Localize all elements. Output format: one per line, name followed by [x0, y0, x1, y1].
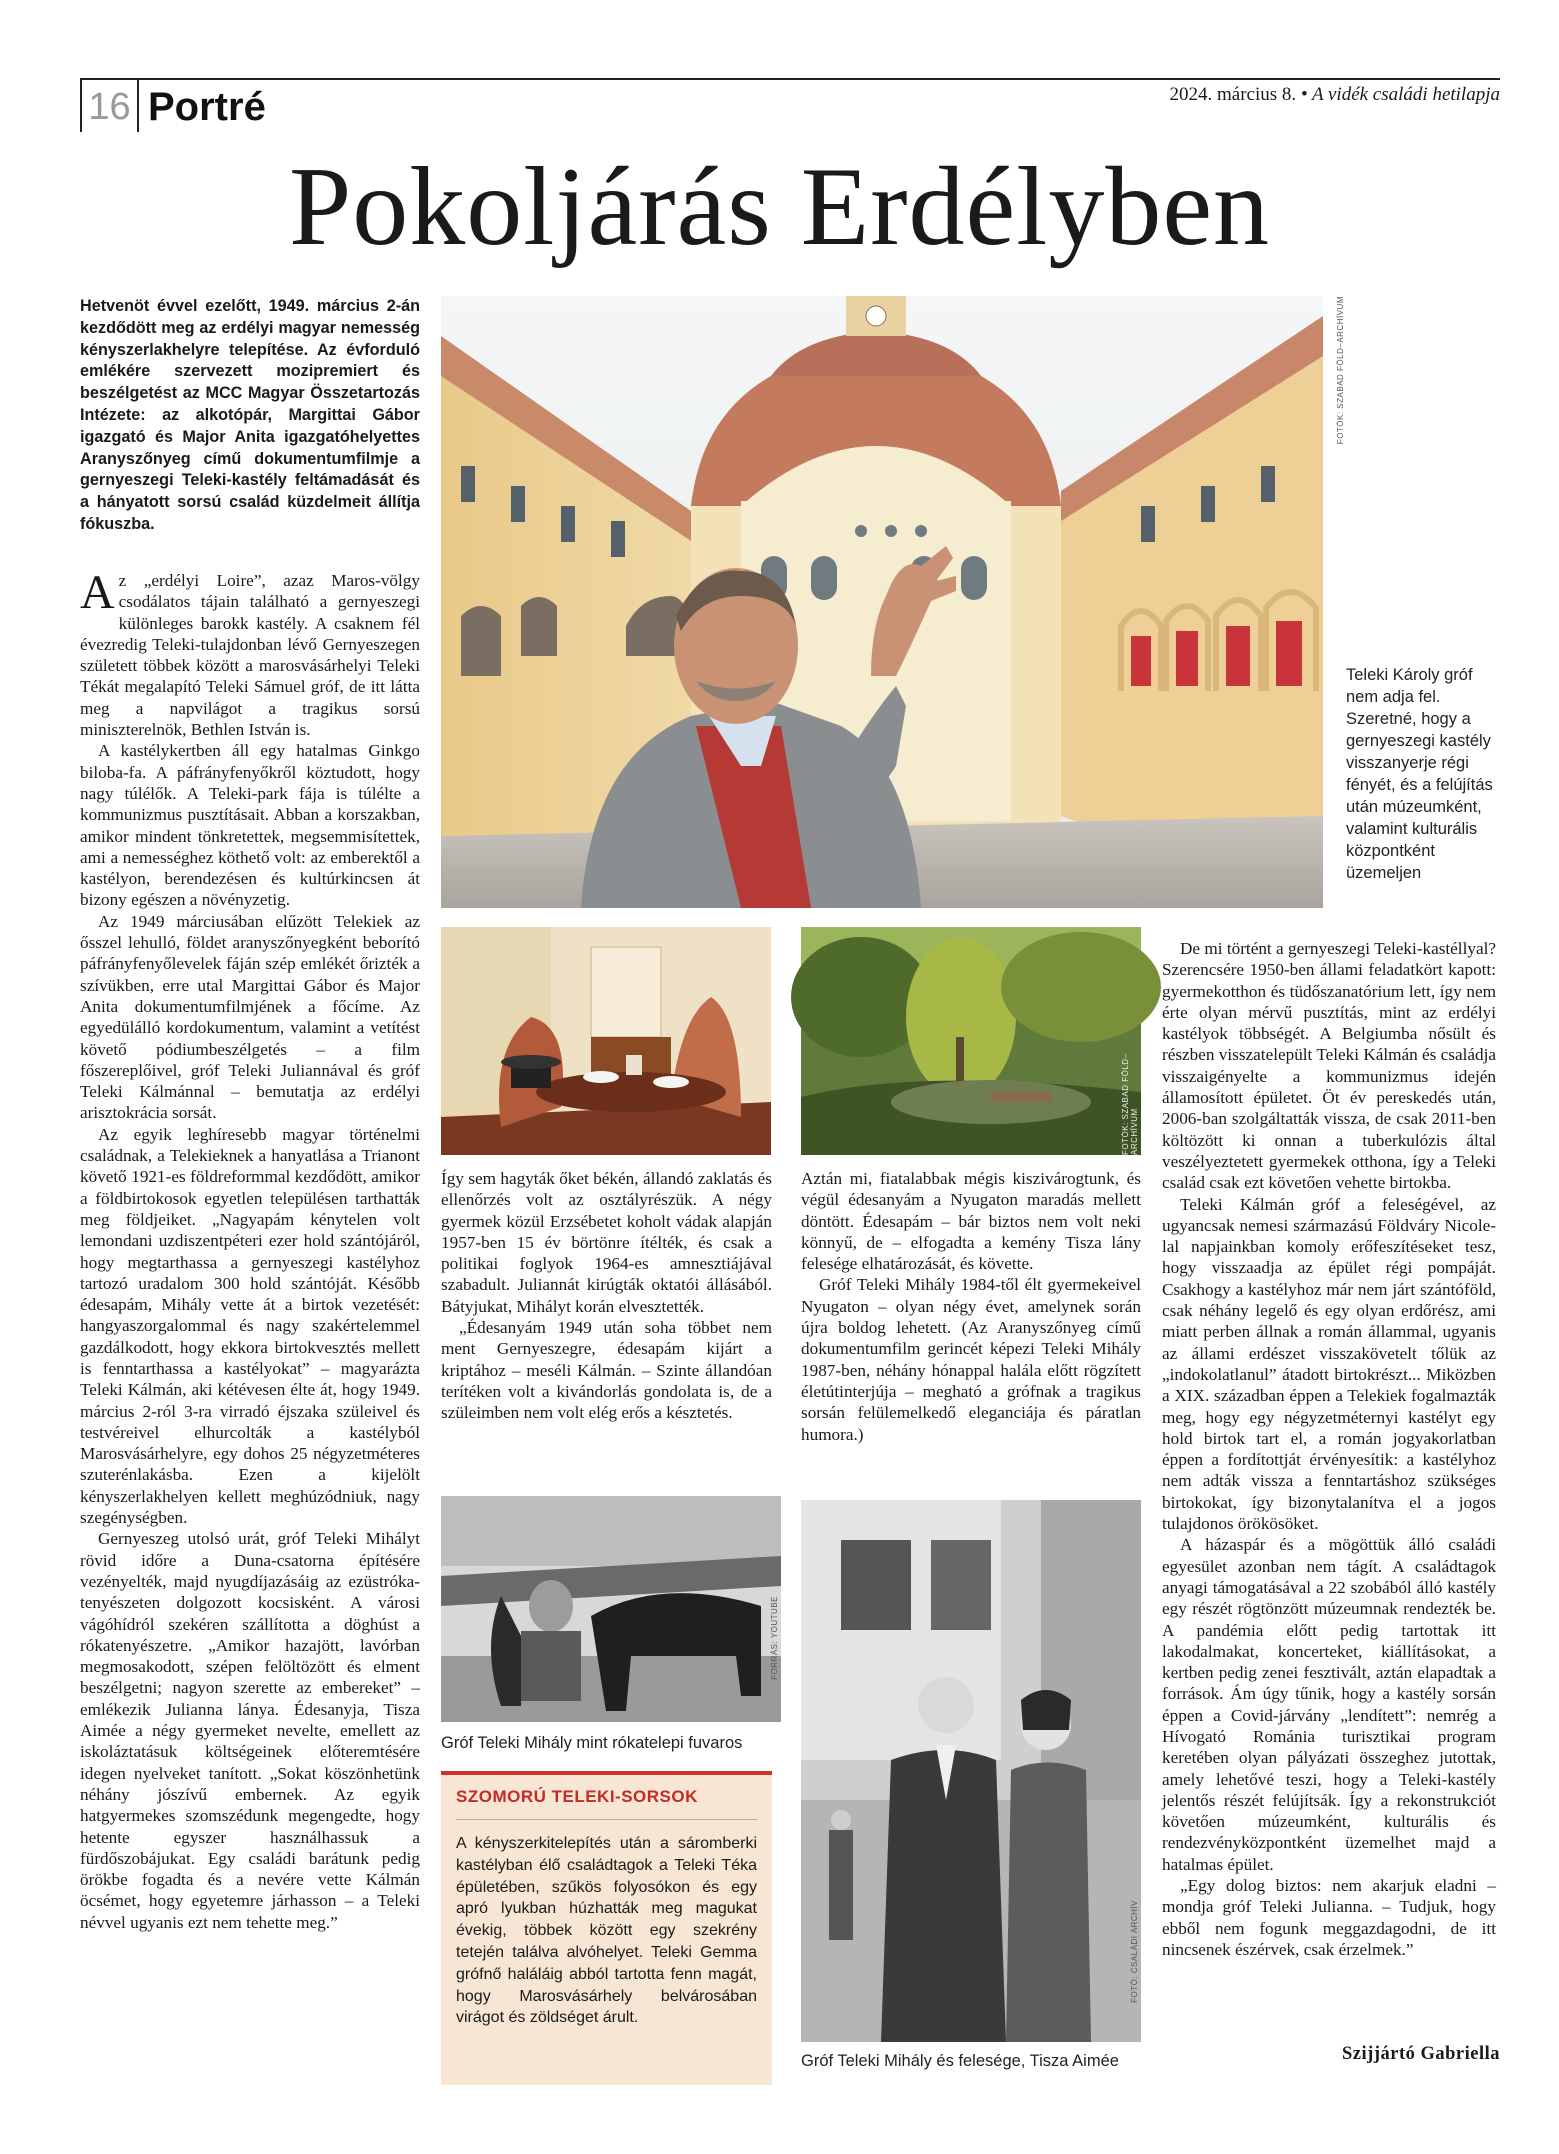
publication-name: A vidék családi hetilapja [1311, 84, 1500, 105]
photo-credit: FORRÁS: YOUTUBE [770, 1596, 779, 1680]
box-title: SZOMORÚ TELEKI-SORSOK [456, 1787, 698, 1806]
paragraph: Így sem hagyták őket békén, állandó zaklatás és ellenőrzés volt az osztályrészük. A négy gyermek közül Erzsébetet koholt vádak alapján 1957-ben 15 év börtönre ítélték, és csak a politikai foglyok 1964-es amnesztiájával szabadult. Juliannát kirúgták oktatói állásából. Bátyjukat, Mihályt korán elvesztették. [441, 1169, 772, 1316]
horse-illustration [441, 1496, 781, 1722]
paragraph: Gróf Teleki Mihály 1984-től élt gyermekeivel Nyugaton – olyan négy évet, amelynek során újra boldog lehetett. (Az Aranyszőnyeg című dokumentumfilm gerincét képezi Teleki Mihály 1987-ben, néhány hónappal halála előtt rögzített életútinterjúja – megható a grófnak a tragikus sorsán felülemelkedő eleganciája és páratlan humora.) [801, 1275, 1141, 1444]
paragraph: Gernyeszeg utolsó urát, gróf Teleki Mihályt rövid időre a Duna-csatorna építésére vezényelték, majd nyugdíjazásáig az ezüstróka-tenyészeten dolgozott kocsisként. A városi vágóhídról szekéren szállította a döghúst a rókatenyészetre. „Amikor hazajött, lavórban megmosakodott, szépen felöltözött és elment beszélgetni; nagyon szerette az embereket” – emlékezik Julianna lánya. Édesanyja, Tisza Aimée a négy gyermeket nevelte, emellett az iskoláztatásuk költségeinek előteremtésére idegen nyelveket tanított. „Sokat köszönhetünk néhány jószívű embernek. Az egyik hatgyermekes szomszédunk megengedte, hogy hetente egyszer használhassuk a fürdőszobájukat. Egy családi barátunk pedig örökbe fogadta és a nevére vette Kálmán öcsémet, hogy egyetemre járhasson – a Teleki névvel ugyanis ezt nem tehette meg.” [80, 1529, 420, 1932]
park-illustration [801, 927, 1141, 1155]
interior-photo [441, 927, 771, 1155]
paragraph: A kastélykertben áll egy hatalmas Ginkgo biloba-fa. A páfrányfenyőkről köztudott, hogy nagy túlélők. A Teleki-park fája is túlélte a kommunizmus pusztításait. Abban a korszakban, amikor mindent tönkretettek, megsemmisítettek, ami a nemességhez köthető volt: az emberektől a kastélyon, berendezésen és kultúrkincsen át bizony egészen a növényzetig. [80, 741, 420, 910]
photo-credit: FOTÓ: CSALÁDI ARCHÍV [1130, 1900, 1139, 2003]
column-4 [1162, 938, 1496, 1960]
paragraph: A házaspár és a mögöttük álló családi egyesület azonban nem tágít. A családtagok anyagi támogatásával a 22 szobából álló kastély egy részét rögtönzött múzeumnak rendezték be. A pandémia előtt pedig tartottak itt lakodalmakat, koncerteket, kiállításokat, a kertben pedig zenei fesztivált, aztán elapadtak a források. Ám úgy tűnik, hogy a kastély sorsán éppen a Covid-járvány „lendített”: nemrég a Hívogató Románia turisztikai program keretében olyan pályázati összeghez jutottak, amely lehetővé teszi, hogy a Teleki-kastély jelentős részét felújítsák. Így a rekonstrukciót követően múzeumként, kulturális és rendezvényközpontként üzemelhet majd a hatalmas épület. [1162, 1535, 1496, 1874]
horse-photo-caption: Gróf Teleki Mihály mint rókatelepi fuvaros [441, 1734, 743, 1752]
couple-photo [801, 1500, 1141, 2042]
paragraph: „Egy dolog biztos: nem akarjuk eladni – mondja gróf Teleki Julianna. – Tudjuk, hogy ebből nem fogunk meggazdagodni, de itt nincsenek észérvek, csak érzelmek.” [1162, 1876, 1496, 1959]
horse-photo [441, 1496, 781, 1722]
paragraph: Aztán mi, fiatalabbak mégis kiszivárogtunk, és végül édesanyám a Nyugaton maradás mellett döntött. Édesapám – bár biztos nem volt neki könnyű, de – elfogadta a kemény Tisza lány felesége elhatározását, és követte. [801, 1169, 1141, 1274]
main-photo [441, 296, 1345, 908]
photo-credit: FOTÓK: SZABAD FÖLD–ARCHÍVUM [1121, 1053, 1139, 1155]
paragraph: Az egyik leghíresebb magyar történelmi családnak, a Telekieknek a hanyatlása a Trianont követő 1921-es földreformmal kezdődött, amikor a földbirtokosok egyetlen településen tarthatták meg földjeiket. „Nagyapám kénytelen volt lemondani uzdiszentpéteri ezer hold szántójáról, hogy megtarthassa a gernyeszegi kastélyhoz tartozó uradalom 300 hold szántóját. Később édesapám, Mihály vette át a birtok vezetését: hangyaszorgalommal és nagy szakértelemmel gazdálkodott, hogy ekkora birtokvesztés mellett is fenntarthassa a kastélyokat” – magyarázta Teleki Kálmán, aki kétévesen élte át, hogy 1949. március 2-ról 3-ra virradó éjszaka szüleivel és testvéreivel elhurcolták a kastélyból Marosvásárhelyre, egy dohos 25 négyzetméteres szuterénlakásba. Ezen a kijelölt kényszerlakhelyen kellett meghúzódniuk, nagy szegénységben. [80, 1124, 420, 1528]
section-title: Portré [148, 85, 266, 129]
paragraph [80, 566, 420, 740]
header-rule [80, 78, 1500, 80]
interior-illustration [441, 927, 771, 1155]
castle-courtyard-illustration [441, 296, 1323, 908]
headline: Pokoljárás Erdélyben [288, 145, 1271, 269]
park-photo [801, 927, 1141, 1155]
author-byline: Szijjártó Gabriella [1342, 2044, 1500, 2064]
column-2 [441, 1168, 772, 1424]
sidebar-box [441, 1771, 772, 2085]
column-1 [80, 566, 420, 1933]
lead-paragraph: Hetvenöt évvel ezelőtt, 1949. március 2-án kezdődött meg az erdélyi magyar nemesség kényszerlakhelyre telepítése. Az évforduló emlékére szervezett mozipremiert és beszélgetést az MCC Magyar Összetartozás Intézete: az alkotópár, Margittai Gábor igazgató és Major Anita igazgatóhelyettes Aranyszőnyeg című dokumentumfilmje a gernyeszegi Teleki-kastély feltámadását és a hányatott sorsú család küzdelmeit állítja fókuszba. [80, 297, 420, 533]
couple-photo-caption: Gróf Teleki Mihály és felesége, Tisza Aimée [801, 2052, 1119, 2070]
issue-date: 2024. március 8. [1169, 84, 1297, 105]
paragraph-text: z „erdélyi Loire”, azaz Maros-völgy csodálatos tájain található a gernyeszegi különleges barokk kastély. A csaknem fél évezredig Teleki-tulajdonban lévő Gernyeszegen született többek között a marosvásárhelyi Teleki Tékát megalapító Teleki Sámuel gróf, de itt látta meg a napvilágot a tragikus sorsú miniszterelnök, Bethlen István is. [80, 571, 420, 740]
main-photo-caption: Teleki Károly gróf nem adja fel. Szeretné, hogy a gernyeszegi kastély visszanyerje régi fényét, és a felújítás után múzeumként, valamint kulturális központként üzemeljen [1346, 666, 1493, 882]
paragraph: Teleki Kálmán gróf a feleségével, az ugyancsak nemesi származású Földváry Nicole-lal napjainkban komoly erőfeszítéseket tesz, hogy visszaadja az épület régi pompáját. Csakhogy a kastélyhoz már nem járt szántóföld, csak néhány legelő és egy olyan erdőrész, ami miatt perben állnak a román állammal, ugyanis az állami erdészet visszakövetelt tőlük az „indokolatlanul” átadott birtokrészt... Miközben a XIX. században éppen a Telekiek fogalmazták meg, hogy egy négyzetméternyi kastélyt egy hold birtok tart el, a román jogyakorlatban éppen a fordítottját érvényesítik: a kastélyhoz nem adták vissza a fenntartáshoz szükséges birtokokat, így bizonytalanítva el a jogos tulajdonos örökösöket. [1162, 1194, 1496, 1534]
photo-credit: FOTÓK: SZABAD FÖLD–ARCHÍVUM [1336, 296, 1345, 445]
dateline: 2024. március 8. • A vidék családi hetilapja [1169, 84, 1500, 105]
paragraph: Az 1949 márciusában elűzött Telekiek az ősszel lehulló, földet aranyszőnyegként beborító páfrányfenyőlevelek fáján szép emlékét őrizték a szívükben, erre utal Margittai Gábor és Major Anita dokumentumfilmjének a főcíme. Az egyedülálló kordokumentum, valamint a vetítést követő pódiumbeszélgetés – a film főszereplőivel, gróf Teleki Juliannával és gróf Teleki Kálmánnal – bemutatja az erdélyi arisztokrácia sorsát. [80, 911, 420, 1123]
column-3 [801, 1168, 1141, 1445]
couple-illustration [801, 1500, 1141, 2042]
drop-cap: A [80, 566, 115, 619]
paragraph: „Édesanyám 1949 után soha többet nem ment Gernyeszegre, édesapám kijárt a kriptához – meséli Kálmán. – Szinte állandóan terítéken volt a kivándorlás gondolata is, de a szüleimben nem volt elég erős a késztetés. [441, 1318, 772, 1423]
page-number: 16 [80, 80, 139, 132]
paragraph: De mi történt a gernyeszegi Teleki-kastéllyal? Szerencsére 1950-ben állami feladatkört kapott: gyermekotthon és tüdőszanatórium lett, így nem érte olyan mérvű pusztítás, mint az erdélyi kastélyok többségét. A Belgiumba nősült és részben visszatelepült Teleki Kálmán és családja visszaigényelte a kommunizmus idején államosított épületet. Öt év pereskedés után, 2006-ban szolgáltatták vissza, de csak 2011-ben költözött ki onnan a tuberkulózis által veszélyeztetett gyermekek otthona, így a Teleki család csak ezt követően vehette birtokba. [1162, 939, 1496, 1193]
box-divider [456, 1819, 757, 1820]
box-body: A kényszerkitelepítés után a sáromberki kastélyban élő családtagok a Teleki Téka épületében, szűkös folyosókon és egy apró lyukban húzhatták meg magukat évekig, többek között egy szekrény tetején találva alvóhelyet. Teleki Gemma grófnő haláláig abból tartotta fenn magát, hogy Marosvásárhely belvárosában virágot és zöldséget árult. [456, 1835, 757, 2027]
